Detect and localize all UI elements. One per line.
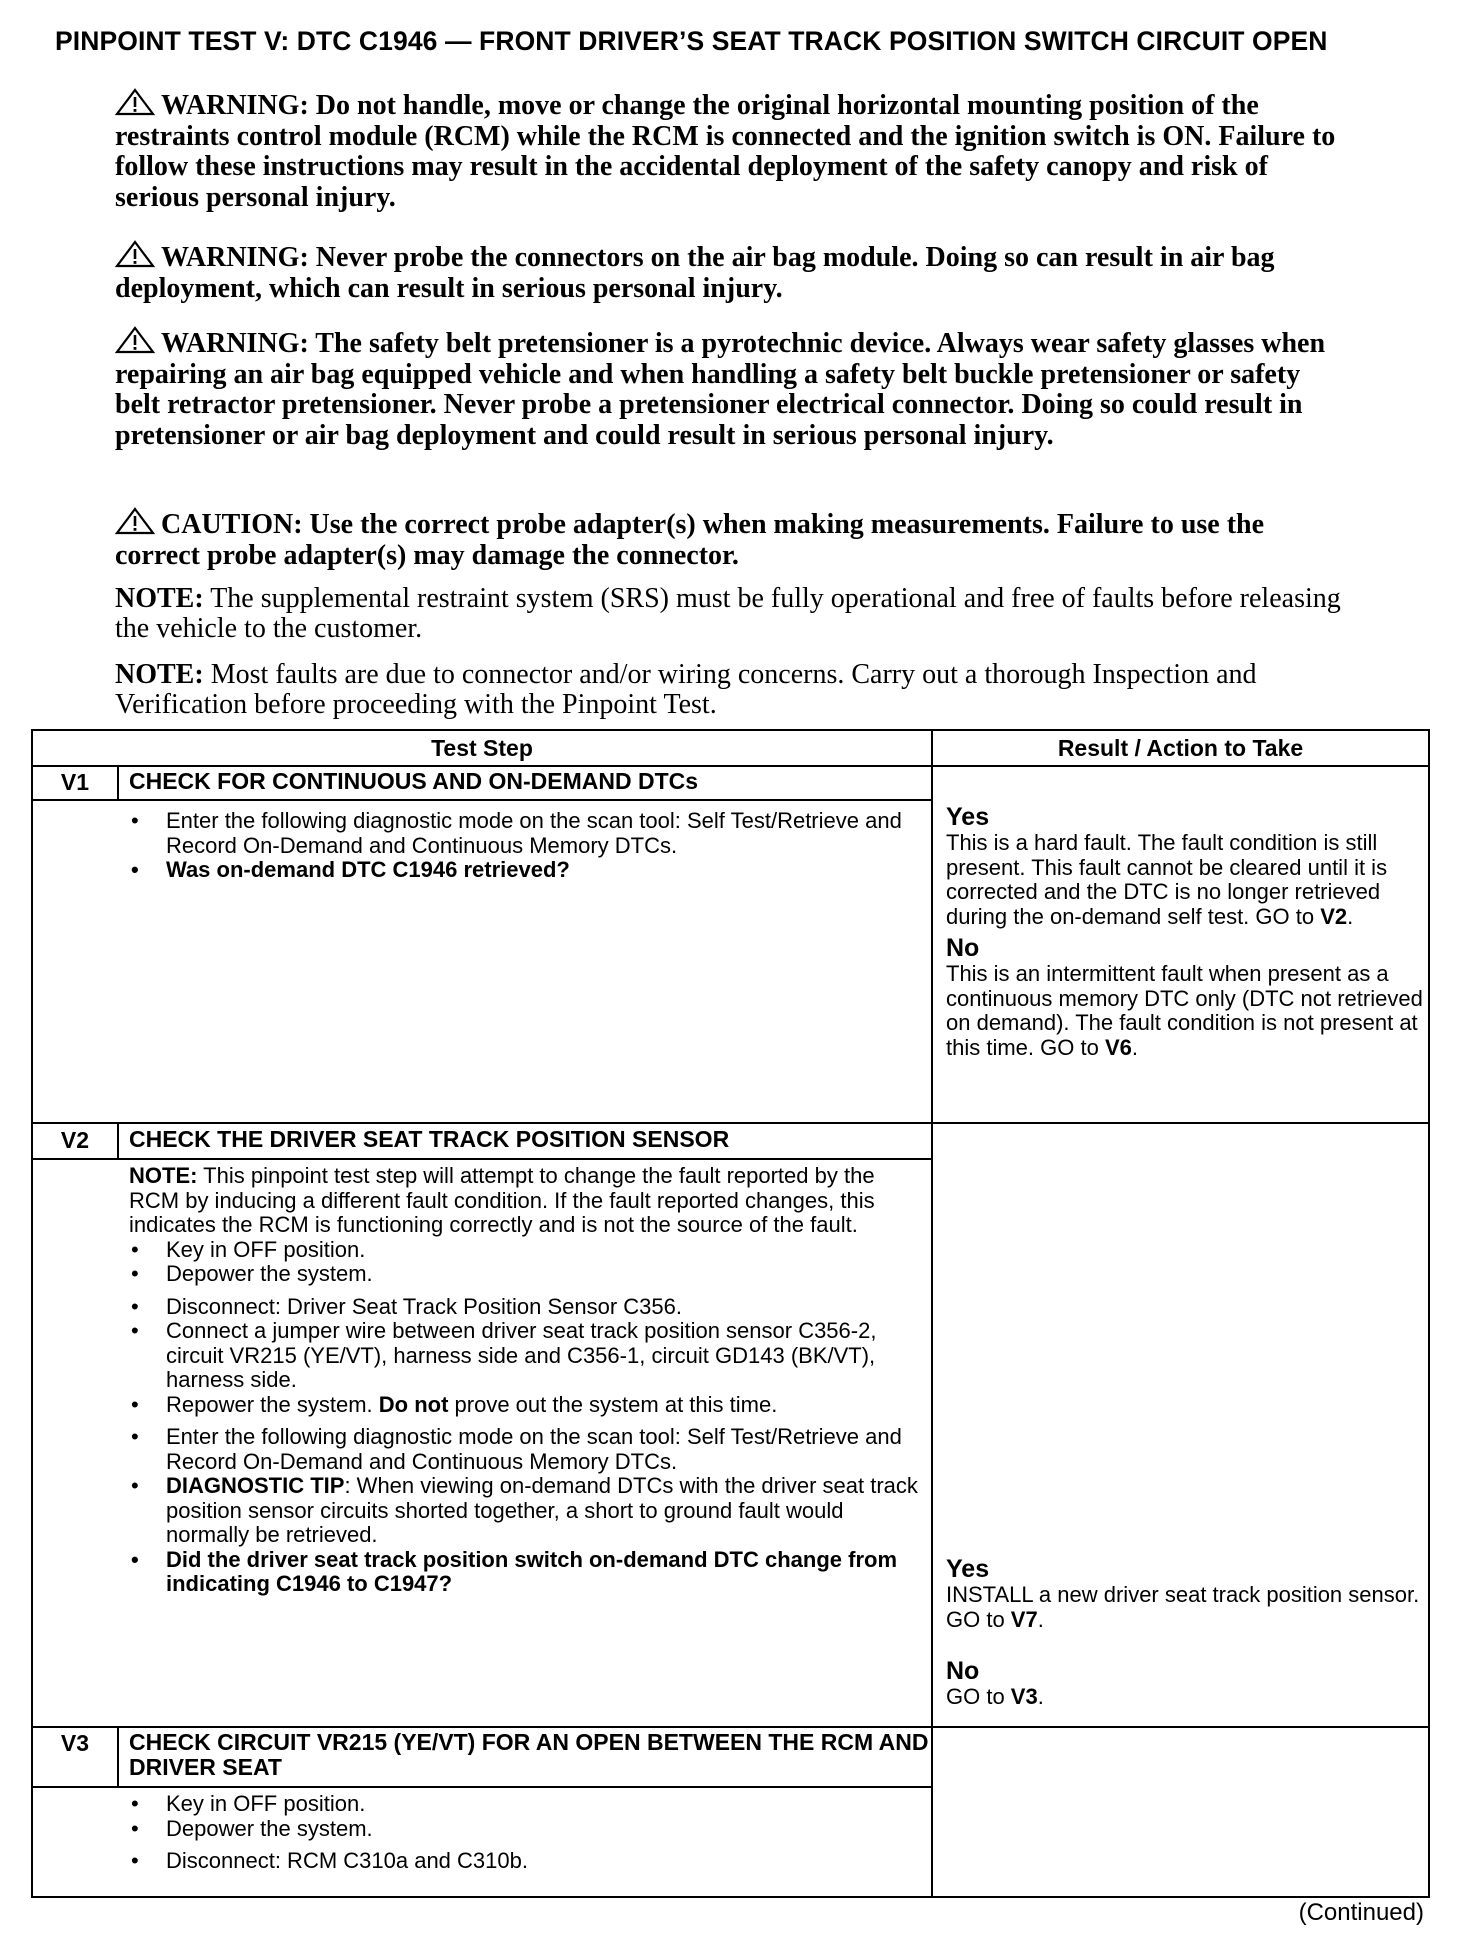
goto-step-link: V6 <box>1104 1034 1132 1060</box>
step-id: V2 <box>60 1127 90 1153</box>
column-header-test-step: Test Step <box>431 735 533 761</box>
note-srs <box>115 584 1345 644</box>
note-label: NOTE: <box>115 583 204 614</box>
column-header-result: Result / Action to Take <box>1057 735 1304 761</box>
result-no-text: GO to <box>946 1684 1011 1709</box>
list-item: • Disconnect: RCM C310a and C310b. <box>129 1849 919 1874</box>
list-item: • Depower the system. <box>129 1817 919 1842</box>
note-label: NOTE: <box>129 1163 198 1188</box>
list-item: • DIAGNOSTIC TIP: When viewing on-demand DTCs with the driver seat track position sensor circuits shorted together, a short to ground fault would normally be retrieved. <box>129 1474 919 1548</box>
result-no-label: No <box>946 1657 980 1685</box>
goto-step-link: V7 <box>1010 1606 1038 1632</box>
list-item: • Key in OFF position. <box>129 1792 919 1817</box>
list-item: • Enter the following diagnostic mode on the scan tool: Self Test/Retrieve and Record On-Demand and Continuous Memory DTCs. <box>129 1425 919 1474</box>
step-title: CHECK FOR CONTINUOUS AND ON-DEMAND DTCs <box>129 768 699 794</box>
note-text: This pinpoint test step will attempt to change the fault reported by the RCM by inducing a different fault condition. If the fault reported changes, this indicates the RCM is functioning correctly and is not the source of the fault. <box>129 1163 875 1237</box>
warning-pretensioner <box>115 326 1345 451</box>
result-yes-label: Yes <box>946 1555 990 1583</box>
step-title: CHECK CIRCUIT VR215 (YE/VT) FOR AN OPEN BETWEEN THE RCM AND DRIVER SEAT <box>129 1729 929 1780</box>
warning-triangle-icon <box>115 326 155 354</box>
step-v3-body <box>129 1792 919 1874</box>
pinpoint-test-table <box>31 729 1430 1898</box>
warning-airbag <box>115 240 1345 304</box>
warning-text: WARNING: Do not handle, move or change the original horizontal mounting position of the restraints control module (RCM) while the RCM is connected and the ignition switch is ON. Failure to follow these instructions may result in the accidental deployment of the safety canopy and risk of serious personal injury. <box>115 90 1336 213</box>
list-item: • Depower the system. <box>129 1262 919 1287</box>
list-item: • Did the driver seat track position switch on-demand DTC change from indicating C1946 to C1947? <box>129 1548 919 1597</box>
caution-text: CAUTION: Use the correct probe adapter(s) when making measurements. Failure to use the correct probe adapter(s) may damage the connector. <box>115 509 1265 571</box>
list-item: • Connect a jumper wire between driver seat track position sensor C356-2, circuit VR215 (YE/VT), harness side and C356-1, circuit GD143 (BK/VT), harness side. <box>129 1319 919 1393</box>
result-yes-text: INSTALL a new driver seat track position sensor. GO to <box>946 1582 1420 1632</box>
note-text: The supplemental restraint system (SRS) must be fully operational and free of faults before releasing the vehicle to the customer. <box>115 583 1341 644</box>
warning-triangle-icon <box>115 507 155 535</box>
result-no-text: This is an intermittent fault when present as a continuous memory DTC only (DTC not retrieved on demand). The fault condition is not present at this time. GO to <box>946 961 1423 1060</box>
note-faults <box>115 660 1345 720</box>
step-id: V3 <box>60 1730 90 1756</box>
caution-probe-adapter <box>115 507 1345 571</box>
continued-label: (Continued) <box>1298 1899 1424 1926</box>
result-v2: Yes INSTALL a new driver seat track position sensor. GO to V7. No GO to V3. <box>946 1556 1426 1710</box>
step-v1-body <box>129 809 919 883</box>
list-item: • Was on-demand DTC C1946 retrieved? <box>129 858 919 883</box>
step-note <box>129 1164 919 1238</box>
warning-text: WARNING: Never probe the connectors on the air bag module. Doing so can result in air bag deployment, which can result in serious personal injury. <box>115 242 1275 304</box>
page-title: PINPOINT TEST V: DTC C1946 — FRONT DRIVER’S SEAT TRACK POSITION SWITCH CIRCUIT OPEN <box>55 26 1328 56</box>
goto-step-link: V3 <box>1010 1684 1038 1709</box>
warning-rcm <box>115 88 1345 213</box>
warning-text: WARNING: The safety belt pretensioner is a pyrotechnic device. Always wear safety glasses when repairing an air bag equipped vehicle and when handling a safety belt buckle pretensioner or safety belt retractor pretensioner. Never probe a pretensioner electrical connector. Doing so could result in pretensioner or air bag deployment and could result in serious personal injury. <box>115 328 1326 451</box>
list-item: • Disconnect: Driver Seat Track Position Sensor C356. <box>129 1295 919 1320</box>
result-yes-label: Yes <box>946 803 990 831</box>
result-no-label: No <box>946 934 980 962</box>
list-item: • Repower the system. Do not prove out the system at this time. <box>129 1393 919 1418</box>
step-title: CHECK THE DRIVER SEAT TRACK POSITION SENSOR <box>129 1126 730 1152</box>
list-item: • Enter the following diagnostic mode on the scan tool: Self Test/Retrieve and Record On-Demand and Continuous Memory DTCs. <box>129 809 919 858</box>
warning-triangle-icon <box>115 88 155 116</box>
list-item: • Key in OFF position. <box>129 1238 919 1263</box>
note-text: Most faults are due to connector and/or wiring concerns. Carry out a thorough Inspection and Verification before proceeding with the Pinpoint Test. <box>115 659 1257 720</box>
warning-triangle-icon <box>115 240 155 268</box>
goto-step-link: V2 <box>1320 903 1348 929</box>
result-v1: Yes This is a hard fault. The fault condition is still present. This fault cannot be cleared until it is corrected and the DTC is no longer retrieved during the on-demand self test. GO to V2. No This is an intermittent fault when present as a continuous memory DTC only (DTC not retrieved on demand). The fault condition is not present at this time. GO to V6. <box>946 804 1426 1060</box>
note-label: NOTE: <box>115 659 204 690</box>
step-id: V1 <box>60 769 90 795</box>
result-yes-text: This is a hard fault. The fault condition is still present. This fault cannot be cleared until it is corrected and the DTC is no longer retrieved during the on-demand self test. GO to <box>946 830 1388 929</box>
step-v2-body <box>129 1164 919 1597</box>
